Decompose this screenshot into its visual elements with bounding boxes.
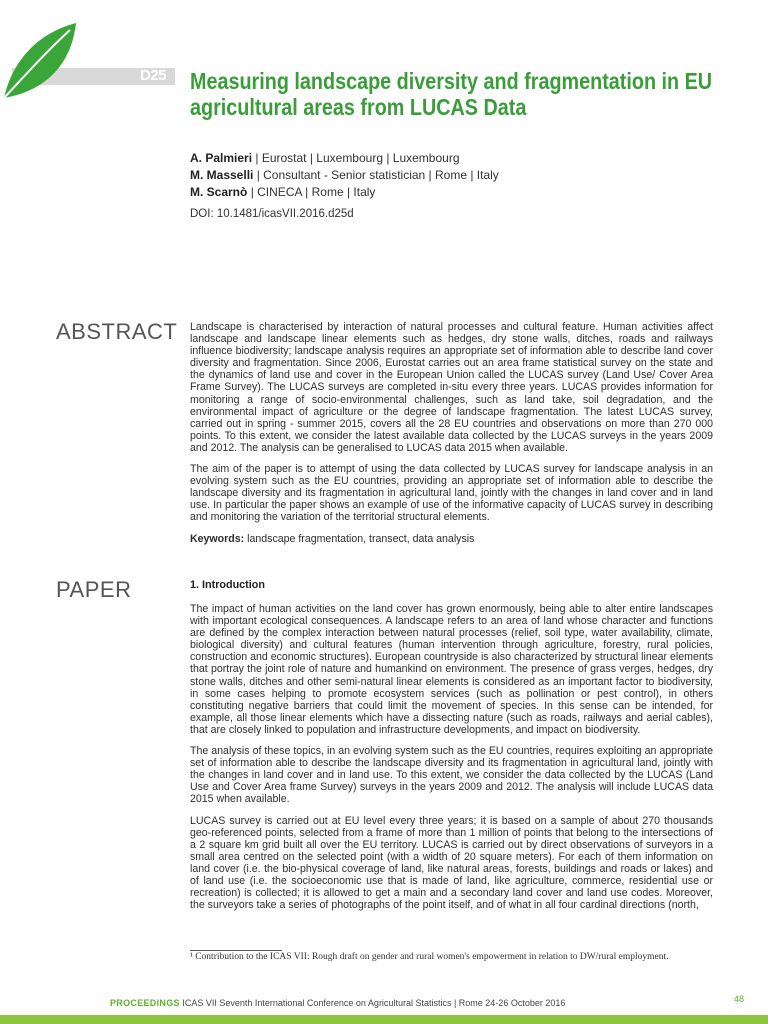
author-affiliation: | Eurostat | Luxembourg | Luxembourg <box>252 151 460 165</box>
author-list <box>190 150 499 201</box>
paper-body <box>190 603 713 920</box>
author-affiliation: | Consultant - Senior statistician | Rome | Italy <box>253 168 499 182</box>
author-name: M. Masselli <box>190 168 254 182</box>
author-line <box>190 184 499 201</box>
keywords-label: Keywords: <box>190 532 245 545</box>
keywords-text: landscape fragmentation, transect, data analysis <box>244 532 475 545</box>
footnote-rule <box>190 950 282 951</box>
leaf-icon <box>0 20 80 100</box>
abstract-body <box>190 321 713 554</box>
keywords <box>190 533 713 545</box>
paper-code: D25 <box>140 67 167 84</box>
footer-bar <box>0 1015 768 1024</box>
author-line <box>190 150 499 167</box>
paper-label: PAPER <box>56 577 132 602</box>
body-paragraph: The analysis of these topics, in an evolving system such as the EU countries, requires exploiting an appropriate set of information able to describe the landscape diversity and its fragmentation in agricultural land, jointly with the changes in land cover and in land use. To this extent, we consider the data collected by the LUCAS (Land Use and Cover Area frame Survey) surveys in the years 2009 and 2012. The analysis will include LUCAS data 2015 when available. <box>190 745 713 806</box>
author-affiliation: | CINECA | Rome | Italy <box>247 185 376 199</box>
footer <box>110 998 565 1008</box>
author-line <box>190 167 499 184</box>
doi: DOI: 10.1481/icasVII.2016.d25d <box>190 208 354 220</box>
author-name: A. Palmieri <box>190 151 253 165</box>
author-name: M. Scarnò <box>190 185 248 199</box>
body-paragraph: The impact of human activities on the land cover has grown enormously, being able to alter entire landscapes with important ecological consequences. A landscape refers to an area of land whose character and functions are defined by the complex interaction between natural processes (relief, soil type, water availability, climate, biological diversity) and cultural features (human intervention through agriculture, forestry, rural policies, construction and economic structures). European countryside is also characterized by structural linear elements that portray the joint role of nature and humankind on environment. The presence of grass verges, hedges, dry stone walls, ditches and other semi-natural linear elements is considered as an important factor to biodiversity, in some cases helping to promote ecosystem services (such as pollination or pest control), in others constituting negative barriers that could limit the movement of species. In this sense can be intended, for example, all those linear elements which have a dissecting nature (such as roads, railways and aerial cables), that are closely linked to population and infrastructure developments, and impact on biodiversity. <box>190 603 713 736</box>
footer-proceedings: PROCEEDINGS <box>110 998 180 1008</box>
footnote: ¹ Contribution to the ICAS VII: Rough draft on gender and rural women's empowerment in relation to DW/rural employment. <box>190 952 669 962</box>
footer-text: ICAS VII Seventh International Conference on Agricultural Statistics | Rome 24-26 October 2016 <box>179 998 566 1008</box>
body-paragraph: LUCAS survey is carried out at EU level every three years; it is based on a sample of about 270 thousands geo-referenced points, selected from a frame of more than 1 million of points that belong to the intersections of a 2 square km grid built all over the EU territory. LUCAS is carried out by direct observations of surveyors in a small area centred on the selected point (with a width of 20 square meters). For each of them information on land cover (i.e. the bio-physical coverage of land, like natural areas, forests, buildings and roads or lakes) and of land use (i.e. the socioeconomic use that is made of land, like agriculture, commerce, residential use or recreation) is collected; it is allowed to get a main and a secondary land cover and land use codes. Moreover, the surveyors take a series of photographs of the point itself, and of what in all four cardinal directions (north, <box>190 814 713 912</box>
abstract-paragraph: The aim of the paper is to attempt of using the data collected by LUCAS survey for landscape analysis in an evolving system such as the EU countries, providing an appropriate set of information able to describe the landscape diversity and its fragmentation in agricultural land, jointly with the changes in land cover and in land use. In particular the paper shows an example of use of the informative capacity of LUCAS survey in describing and monitoring the variation of the territorial structural elements. <box>190 463 713 524</box>
page-number: 48 <box>734 994 745 1004</box>
abstract-paragraph: Landscape is characterised by interaction of natural processes and cultural feature. Human activities affect landscape and landscape linear elements such as hedges, dry stone walls, ditches, roads and railways influence biodiversity; landscape analysis requires an appropriate set of information able to describe land cover diversity and fragmentation. Since 2006, Eurostat carries out an area frame statistical survey on the state and the dynamics of land use and cover in the European Union called the LUCAS survey (Land Use/ Cover Area Frame Survey). The LUCAS surveys are completed in-situ every three years. LUCAS provides information for monitoring a range of socio-environmental challenges, such as land take, soil degradation, and the environmental impact of agriculture or the degree of landscape fragmentation. The latest LUCAS survey, carried out in spring - summer 2015, covers all the 28 EU countries and observations on more than 270 000 points. To this extent, we consider the latest available data collected by the LUCAS surveys in the years 2009 and 2012. The analysis can be generalised to LUCAS data 2015 when available. <box>190 321 713 454</box>
section-heading: 1. Introduction <box>190 579 265 591</box>
abstract-label: ABSTRACT <box>56 319 178 344</box>
paper-title: Measuring landscape diversity and fragmentation in EU agricultural areas from LUCAS Data <box>190 68 713 120</box>
